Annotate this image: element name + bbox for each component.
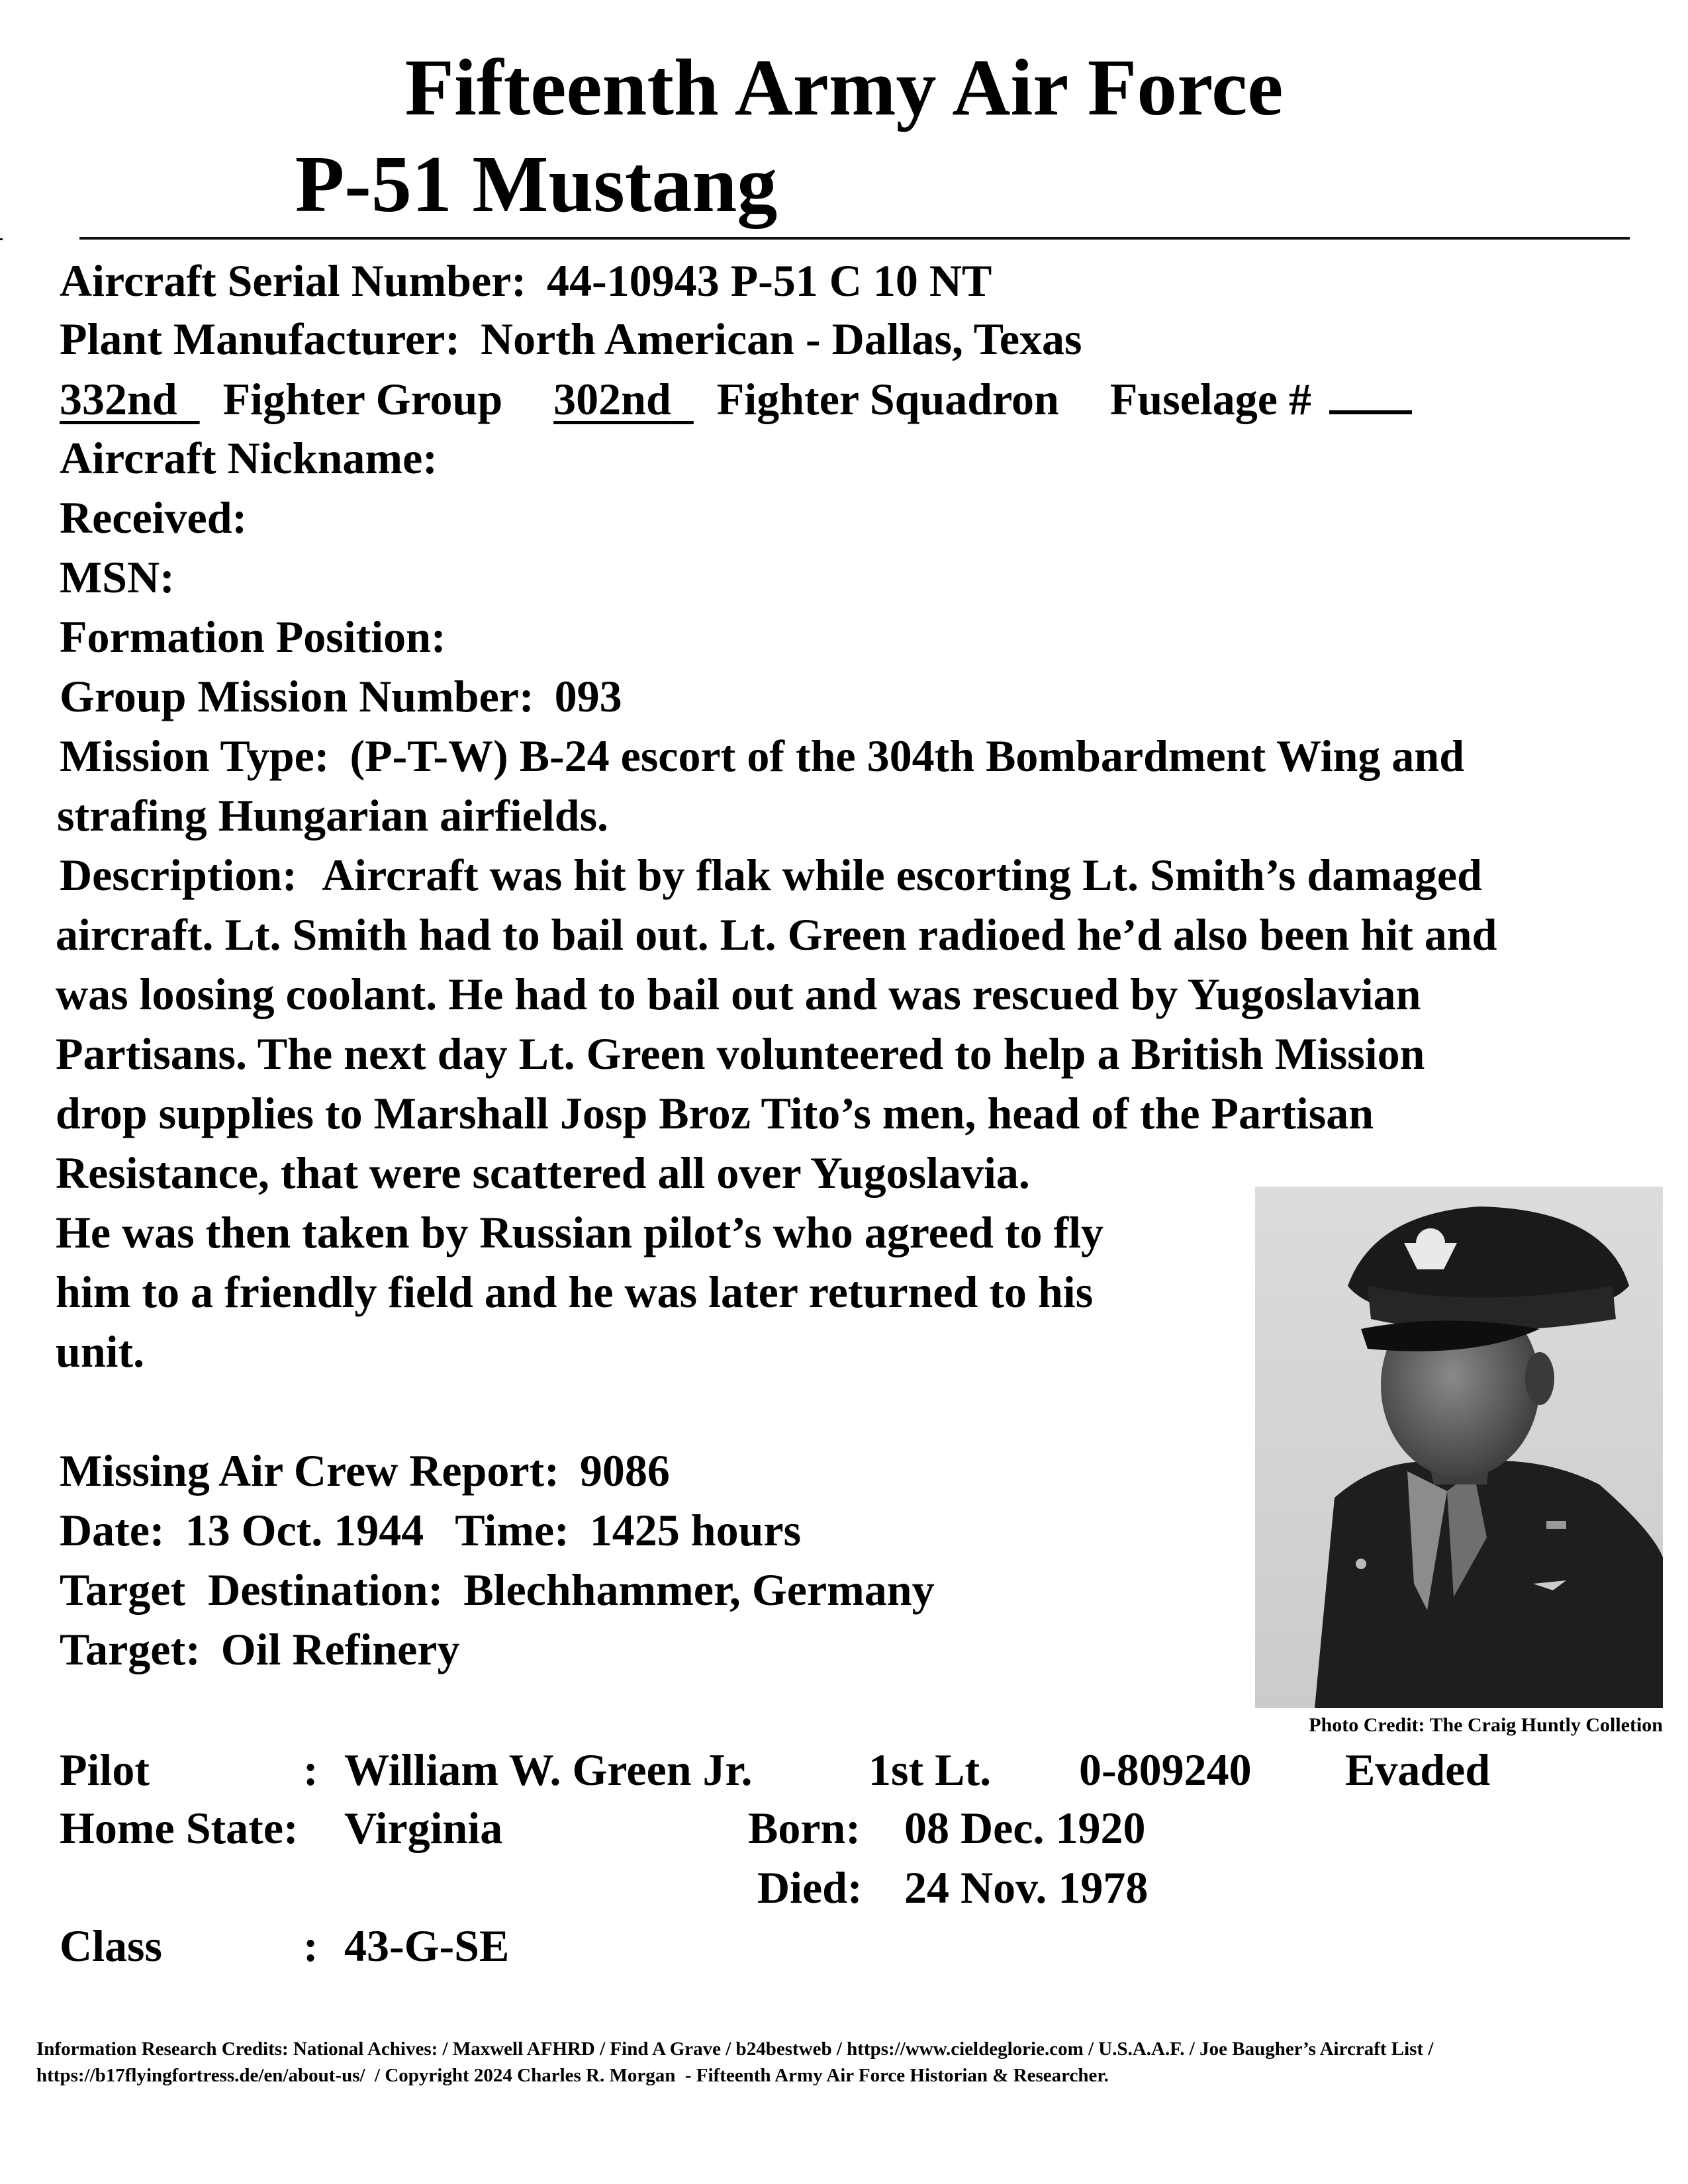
margin-mark [0,238,3,240]
description-line: aircraft. Lt. Smith had to bail out. Lt. Green radioed he’d also been hit and [56,909,1497,960]
description-line: him to a friendly field and he was later returned to his [56,1267,1094,1317]
squadron-label: Fighter Squadron [716,374,1059,424]
date-time-row [60,1505,802,1555]
group-mission-row [60,671,622,721]
time-label: Time: [455,1505,569,1555]
footer-credits-line1: Information Research Credits: National Achives: / Maxwell AFHRD / Find A Grave / b24bestweb / https://www.cieldeglorie.com / U.S.A.A.F. / Joe Baugher’s Aircraft List / [36,2038,1434,2060]
mission-type-row [60,731,1465,781]
description-line: drop supplies to Marshall Josp Broz Tito’s men, head of the Partisan [56,1088,1374,1138]
photo-credit: Photo Credit: The Craig Huntly Colletion [1309,1714,1663,1736]
page-subtitle: P-51 Mustang [295,140,778,229]
pilot-service-number: 0-809240 [1079,1745,1252,1795]
pilot-rank: 1st Lt. [868,1745,992,1795]
born-label: Born: [748,1803,861,1853]
pilot-row [60,1747,1648,1800]
msn-label: MSN: [60,552,175,602]
date-value: 13 Oct. 1944 [185,1505,424,1555]
group-mission-value: 093 [554,671,622,721]
pilot-portrait-illustration [1255,1187,1663,1708]
destination-label: Target Destination: [60,1565,444,1615]
class-colon: : [303,1921,318,1971]
header-divider [79,237,1630,240]
description-line: He was then taken by Russian pilot’s who agreed to fly [56,1207,1104,1257]
description-line: Aircraft was hit by flak while escorting Lt. Smith’s damaged [322,850,1482,900]
unit-row [60,376,1412,422]
squadron-number: 302nd [553,374,671,424]
pilot-name: William W. Green Jr. [344,1745,753,1795]
manufacturer-row [60,314,1082,364]
manufacturer-value: North American - Dallas, Texas [480,314,1082,364]
formation-label: Formation Position: [60,612,446,662]
description-line: was loosing coolant. He had to bail out and was rescued by Yugoslavian [56,969,1421,1019]
page-title: Fifteenth Army Air Force [404,43,1284,132]
died-label: Died: [757,1862,863,1913]
pilot-photo [1255,1187,1663,1708]
description-label: Description: [60,850,297,900]
received-row [60,492,256,543]
macr-value: 9086 [579,1445,670,1496]
destination-value: Blechhammer, Germany [463,1565,935,1615]
born-value: 08 Dec. 1920 [904,1803,1146,1853]
fuselage-label: Fuselage # [1109,374,1311,424]
description-row [60,850,1482,900]
description-line: Resistance, that were scattered all over Yugoslavia. [56,1148,1030,1198]
home-state-row [60,1805,1648,1858]
died-value: 24 Nov. 1978 [904,1862,1149,1913]
macr-label: Missing Air Crew Report: [60,1445,559,1496]
date-label: Date: [60,1505,165,1555]
received-label: Received: [60,492,248,543]
class-row [60,1923,1648,1976]
target-row [60,1624,460,1674]
serial-number-value: 44-10943 P-51 C 10 NT [546,255,992,306]
mission-type-label: Mission Type: [60,731,330,781]
description-line: Partisans. The next day Lt. Green volunteered to help a British Mission [56,1028,1425,1079]
pilot-colon: : [303,1745,318,1795]
home-state-value: Virginia [344,1803,503,1853]
msn-row [60,552,184,602]
home-state-label: Home State: [60,1803,299,1853]
mission-type-continuation: strafing Hungarian airfields. [57,790,609,841]
target-value: Oil Refinery [220,1624,460,1674]
group-label: Fighter Group [222,374,503,424]
fuselage-value [1329,376,1412,414]
serial-number-row [60,255,992,306]
time-value: 1425 hours [589,1505,802,1555]
footer-credits-line2: https://b17flyingfortress.de/en/about-us/ / Copyright 2024 Charles R. Morgan - Fifteenth Army Air Force Historian & Researcher. [36,2065,1109,2086]
formation-row [60,612,455,662]
macr-row [60,1445,670,1496]
mission-type-value: (P-T-W) B-24 escort of the 304th Bombardment Wing and [350,731,1465,781]
description-line: unit. [56,1326,145,1377]
class-label: Class [60,1921,162,1971]
manufacturer-label: Plant Manufacturer: [60,314,460,364]
nickname-label: Aircraft Nickname: [60,433,438,483]
nickname-row [60,433,447,483]
destination-row [60,1565,935,1615]
target-label: Target: [60,1624,201,1674]
class-value: 43-G-SE [344,1921,510,1971]
group-mission-label: Group Mission Number: [60,671,534,721]
pilot-status: Evaded [1345,1745,1491,1795]
pilot-label: Pilot [60,1745,150,1795]
group-number: 332nd [60,374,177,424]
serial-number-label: Aircraft Serial Number: [60,255,526,306]
died-row [60,1862,1648,1918]
